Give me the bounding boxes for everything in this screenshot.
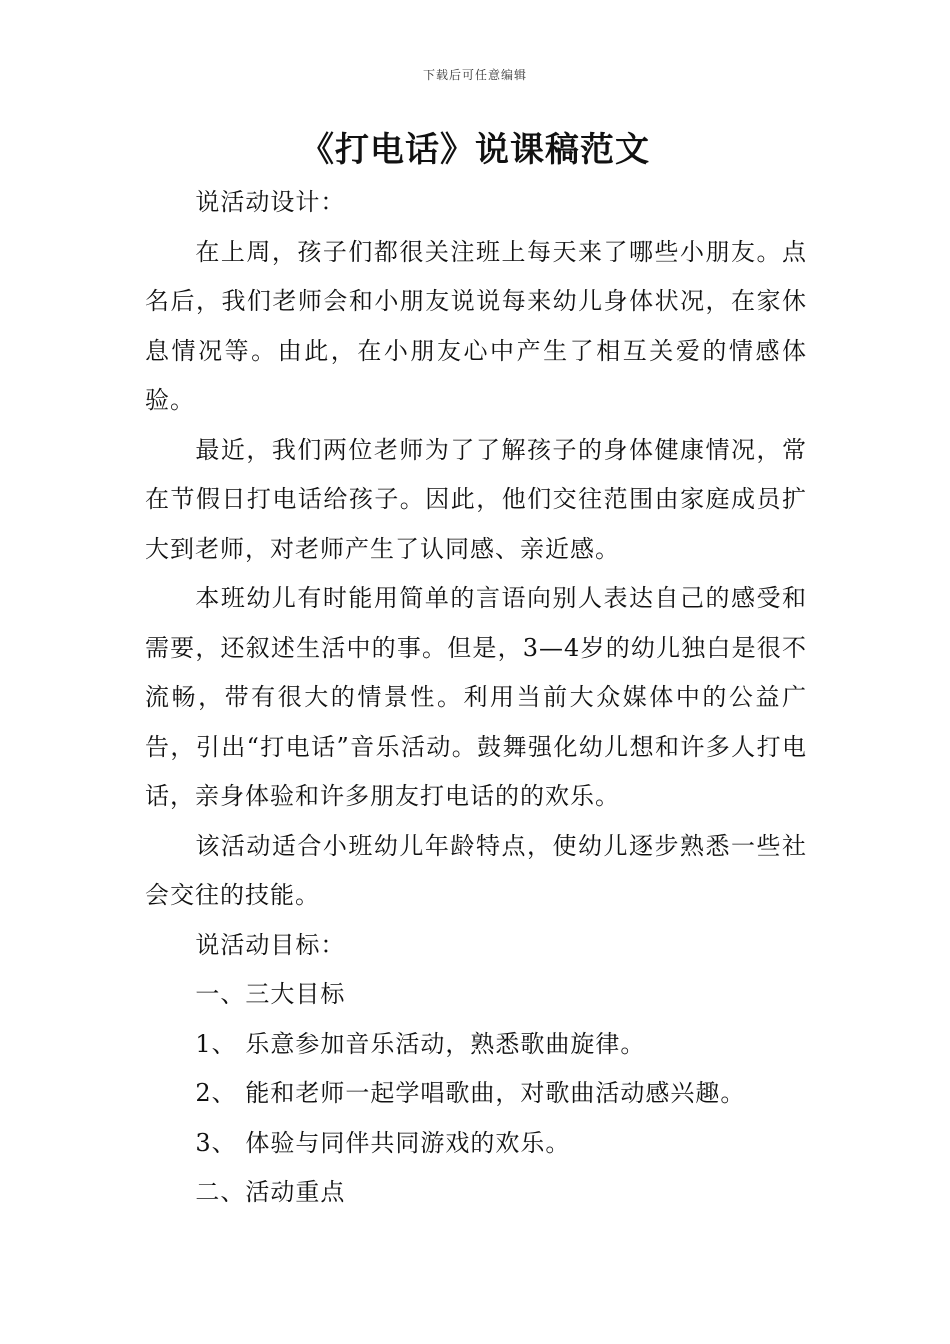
paragraph: 在上周，孩子们都很关注班上每天来了哪些小朋友。点名后，我们老师会和小朋友说说每来幼儿身体状况，在家休息情况等。由此，在小朋友心中产生了相互关爱的情感体验。 [145, 237, 807, 414]
document-title: 《打电话》说课稿范文 [300, 130, 650, 170]
goal-number: 2、 [195, 1079, 237, 1107]
section-heading-goals: 说活动目标： [195, 930, 346, 959]
goal-number: 1、 [195, 1029, 237, 1058]
paragraph: 该活动适合小班幼儿年龄特点，使幼儿逐步熟悉一些社会交往的技能。 [145, 831, 807, 909]
document-body [145, 178, 807, 1218]
goal-number: 3、 [195, 1128, 237, 1157]
goal-text: 能和老师一起学唱歌曲，对歌曲活动感兴趣。 [245, 1079, 746, 1107]
goal-item [145, 1020, 807, 1070]
header-note: 下载后可任意编辑 [422, 68, 527, 82]
goal-text: 乐意参加音乐活动，熟悉歌曲旋律。 [245, 1029, 646, 1058]
goal-text: 体验与同伴共同游戏的欢乐。 [245, 1128, 571, 1157]
goal-item [145, 1069, 807, 1119]
paragraph: 最近，我们两位老师为了了解孩子的身体健康情况，常在节假日打电话给孩子。因此，他们交往范围由家庭成员扩大到老师，对老师产生了认同感、亲近感。 [145, 435, 807, 563]
section-heading-design: 说活动设计： [195, 188, 346, 216]
goal-item [145, 1119, 807, 1169]
subsection-heading-goals: 一、三大目标 [195, 980, 346, 1008]
subsection-heading-focus: 二、活动重点 [195, 1178, 346, 1206]
paragraph: 本班幼儿有时能用简单的言语向别人表达自己的感受和需要，还叙述生活中的事。但是，3—4岁的幼儿独白是很不流畅，带有很大的情景性。利用当前大众媒体中的公益广告，引出“打电话”音乐活动。鼓舞强化幼儿想和许多人打电话，亲身体验和许多朋友打电话的的欢乐。 [145, 584, 807, 810]
